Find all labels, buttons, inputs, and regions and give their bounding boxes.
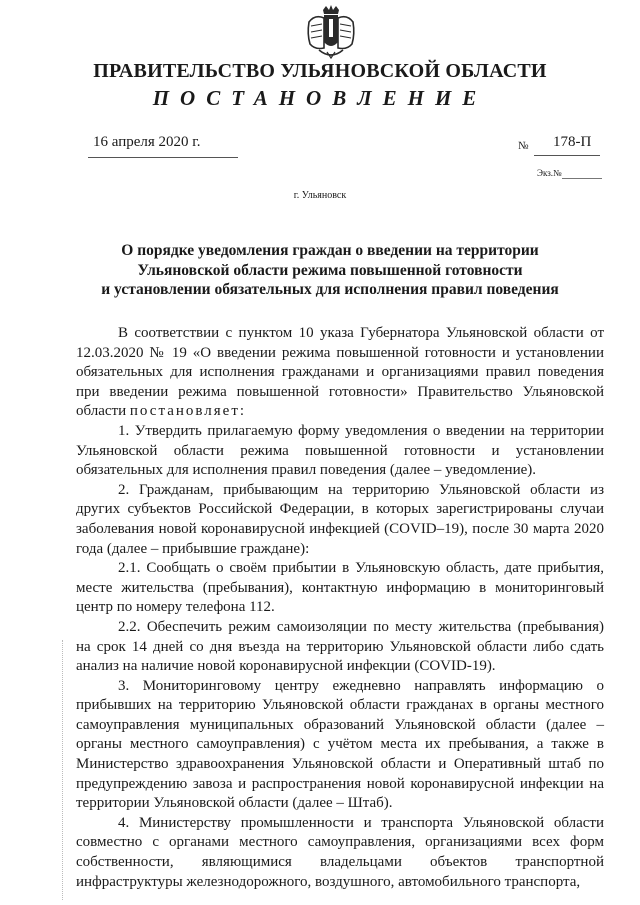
document-type: ПОСТАНОВЛЕНИЕ	[152, 86, 488, 110]
document-number: 178-П	[553, 134, 592, 150]
intro-text: В соответствии с пунктом 10 указа Губернатора Ульяновской области от 12.03.2020 № 19 «О введении режима повышенной готовности и установлении обязательных для исполнения гражданами и организациями правил поведения при введении режима повышенной готовности» Правительство Ульяновской области	[76, 325, 604, 420]
paragraph-1: 1. Утвердить прилагаемую форму уведомления о введении на территории Ульяновской области режима повышенной готовности и установлении обязательных для исполнения правил поведения (далее – уведомление).	[76, 422, 604, 479]
document-body	[76, 324, 604, 892]
intro-paragraph	[76, 324, 604, 422]
title-line: и установлении обязательных для исполнения правил поведения	[101, 281, 559, 298]
government-name: ПРАВИТЕЛЬСТВО УЛЬЯНОВСКОЙ ОБЛАСТИ	[93, 60, 547, 82]
paragraph-2-2: 2.2. Обеспечить режим самоизоляции по месту жительства (пребывания) на срок 14 дней со дня въезда на территорию Ульяновской области либо сдать анализ на наличие новой коронавирусной инфекции (COVID-19).	[76, 618, 604, 675]
number-underline	[534, 155, 600, 156]
copy-label: Экз.№	[537, 168, 562, 178]
number-sign: №	[518, 140, 529, 152]
city: г. Ульяновск	[293, 190, 347, 201]
paragraph-3: 3. Мониторинговому центру ежедневно направлять информацию о прибывших на территорию Ульяновской области гражданах в органы местного самоуправления муниципальных образований Ульяновской области (далее – органы местного самоуправления) с учётом места их пребывания, а также в Министерство здравоохранения Ульяновской области и Оперативный штаб по предупреждению завоза и распространения новой коронавирусной инфекции на территории Ульяновской области (далее – Штаб).	[76, 677, 604, 812]
copy-underline	[562, 178, 602, 179]
title-line: О порядке уведомления граждан о введении на территории	[121, 242, 539, 259]
scan-margin-artifact	[62, 640, 65, 900]
paragraph-4: 4. Министерству промышленности и транспорта Ульяновской области совместно с органами местного самоуправления, организациями всех форм собственности, являющимися владельцами объектов транспортной инфраструктуры железнодорожного, воздушного, автомобильного транспорта,	[76, 814, 604, 890]
intro-verb: постановляет:	[129, 403, 247, 420]
date-underline	[88, 157, 238, 158]
document-date: 16 апреля 2020 г.	[93, 134, 201, 150]
title-line: Ульяновской области режима повышенной готовности	[137, 261, 523, 279]
paragraph-2: 2. Гражданам, прибывающим на территорию Ульяновской области из других субъектов Российской Федерации, в которых зарегистрированы случаи заболевания новой коронавирусной инфекцией (COVID–19), после 30 марта 2020 года (далее – прибывшие граждане):	[76, 481, 604, 557]
paragraph-2-1: 2.1. Сообщать о своём прибытии в Ульяновскую область, дате прибытия, месте жительства (пребывания), контактную информацию в мониторинговый центр по номеру телефона 112.	[76, 560, 604, 616]
document-title	[100, 241, 560, 300]
coat-of-arms-icon	[305, 4, 357, 60]
